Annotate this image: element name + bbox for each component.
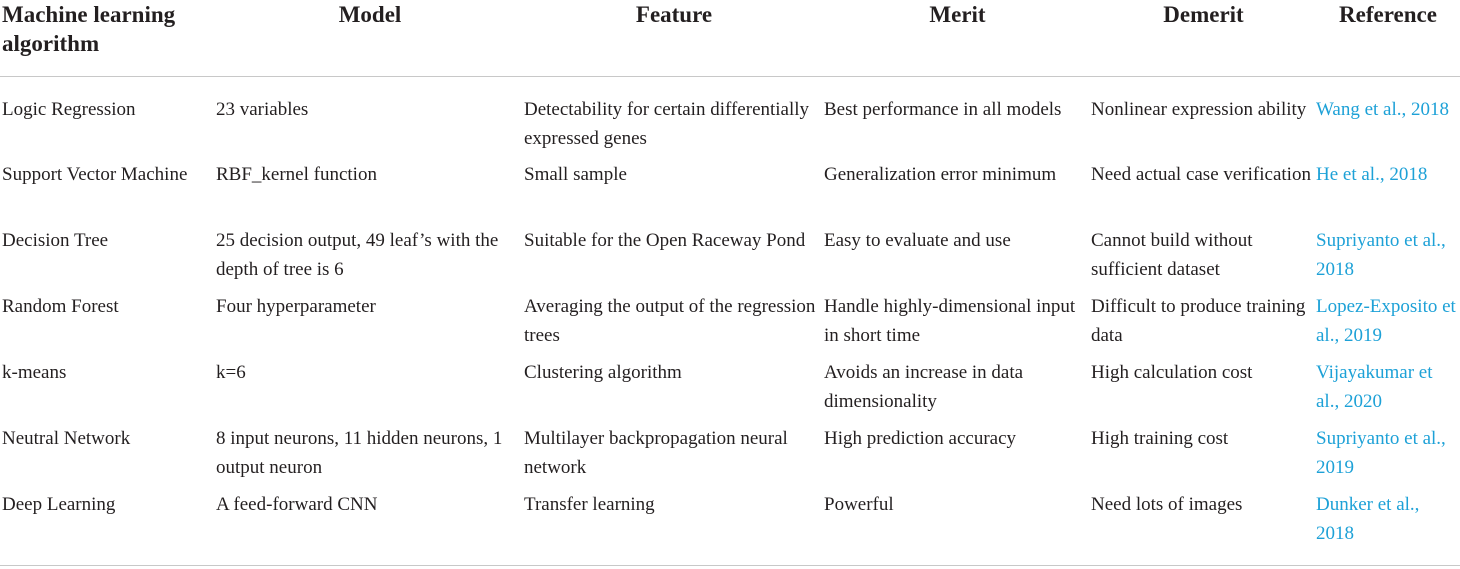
cell-demerit: Cannot build without sufficient dataset bbox=[1091, 230, 1253, 280]
cell-feature: Suitable for the Open Raceway Pond bbox=[524, 230, 806, 251]
cell-demerit: Need actual case verification bbox=[1091, 164, 1311, 185]
cell-merit: Powerful bbox=[824, 490, 1091, 565]
table-row bbox=[0, 358, 1460, 424]
table-row bbox=[0, 292, 1460, 358]
cell-model: RBF_kernel function bbox=[216, 164, 377, 185]
cell-algorithm: Random Forest bbox=[2, 296, 119, 317]
table-row bbox=[0, 76, 1460, 160]
cell-merit: Avoids an increase in data dimensionality bbox=[824, 362, 1024, 412]
table-row bbox=[0, 160, 1460, 226]
reference-link[interactable]: Supriyanto et al., 2019 bbox=[1316, 428, 1446, 478]
cell-feature: Transfer learning bbox=[524, 490, 824, 565]
cell-algorithm: Neutral Network bbox=[2, 428, 131, 449]
header-row bbox=[0, 0, 1460, 76]
cell-demerit: High calculation cost bbox=[1091, 362, 1253, 383]
table-row bbox=[0, 424, 1460, 490]
table-row bbox=[0, 490, 1460, 565]
cell-algorithm: Deep Learning bbox=[0, 490, 216, 565]
header-reference: Reference bbox=[1316, 0, 1460, 76]
reference-link[interactable]: Lopez-Exposito et al., 2019 bbox=[1316, 296, 1456, 346]
cell-demerit: Need lots of images bbox=[1091, 490, 1316, 565]
cell-model: 25 decision output, 49 leaf’s with the depth of tree is 6 bbox=[216, 230, 499, 280]
header-merit: Merit bbox=[824, 0, 1091, 76]
reference-link[interactable]: He et al., 2018 bbox=[1316, 164, 1428, 185]
cell-demerit: Nonlinear expression ability bbox=[1091, 98, 1307, 120]
cell-merit: High prediction accuracy bbox=[824, 428, 1017, 449]
cell-feature: Small sample bbox=[524, 164, 627, 185]
reference-link[interactable]: Supriyanto et al., 2018 bbox=[1316, 230, 1446, 280]
cell-feature: Clustering algorithm bbox=[524, 362, 682, 383]
header-model: Model bbox=[216, 0, 524, 76]
cell-merit: Handle highly-dimensional input in short time bbox=[824, 296, 1076, 346]
cell-model: Four hyperparameter bbox=[216, 296, 376, 317]
cell-feature: Averaging the output of the regression trees bbox=[524, 296, 816, 346]
cell-algorithm: Logic Regression bbox=[2, 98, 136, 120]
cell-model: 8 input neurons, 11 hidden neurons, 1 output neuron bbox=[216, 428, 503, 478]
cell-merit: Generalization error minimum bbox=[824, 164, 1057, 185]
header-feature: Feature bbox=[524, 0, 824, 76]
cell-feature: Detectability for certain differentially expressed genes bbox=[524, 98, 810, 149]
cell-model: k=6 bbox=[216, 362, 246, 383]
cell-demerit: Difficult to produce training data bbox=[1091, 296, 1306, 346]
reference-link[interactable]: Wang et al., 2018 bbox=[1316, 98, 1450, 120]
cell-model: 23 variables bbox=[216, 98, 309, 120]
cell-feature: Multilayer backpropagation neural network bbox=[524, 428, 788, 478]
cell-algorithm: k-means bbox=[2, 362, 67, 383]
reference-link[interactable]: Vijayakumar et al., 2020 bbox=[1316, 362, 1433, 412]
cell-demerit: High training cost bbox=[1091, 428, 1229, 449]
table-row bbox=[0, 226, 1460, 292]
cell-algorithm: Support Vector Machine bbox=[2, 164, 188, 185]
header-demerit: Demerit bbox=[1091, 0, 1316, 76]
reference-link[interactable]: Dunker et al., 2018 bbox=[1316, 490, 1460, 565]
header-algorithm: Machine learning algorithm bbox=[0, 0, 216, 76]
cell-merit: Best performance in all models bbox=[824, 98, 1062, 120]
cell-merit: Easy to evaluate and use bbox=[824, 230, 1011, 251]
cell-algorithm: Decision Tree bbox=[2, 230, 109, 251]
cell-model: A feed-forward CNN bbox=[216, 490, 524, 565]
